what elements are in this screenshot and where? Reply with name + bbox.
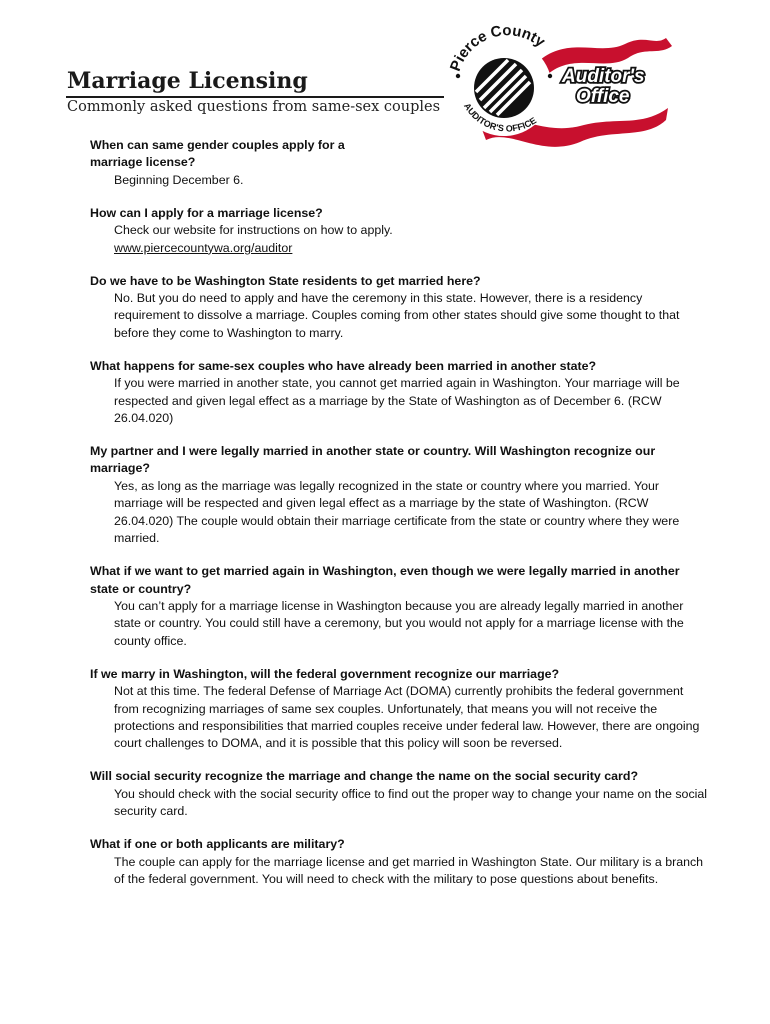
faq-question: Do we have to be Washington State residents to get married here? — [90, 273, 481, 288]
faq-list — [90, 137, 710, 904]
faq-item — [90, 273, 710, 343]
faq-answer-link-line — [114, 240, 710, 257]
faq-answer: Yes, as long as the marriage was legally recognized in the state or country where you married. Your marriage will be respected and given legal effect as a marriage by the state of Washington. (RCW 26.04.020) The couple would obtain their marriage certificate from the state or country where they were married. — [114, 478, 680, 546]
faq-item — [90, 666, 710, 753]
auditor-website-link[interactable]: www.piercecountywa.org/auditor — [114, 240, 293, 255]
faq-answer: If you were married in another state, you cannot get married again in Washington. Your marriage will be respected and given legal effect as a marriage by the State of Washington as of December 6. (RCW 26.04.020) — [114, 376, 680, 426]
logo-text-line1: Auditor's — [562, 66, 645, 87]
faq-item — [90, 768, 710, 820]
faq-question: What if one or both applicants are military? — [90, 837, 345, 852]
faq-answer: Check our website for instructions on how to apply. — [114, 223, 393, 238]
faq-answer: You can’t apply for a marriage license in Washington because you are already legally married in another state or country. You could still have a ceremony, but you would not apply for a marriage license with the county office. — [114, 598, 684, 648]
faq-question: What if we want to get married again in Washington, even though we were legally married in another state or country? — [90, 564, 680, 596]
faq-question: When can same gender couples apply for a marriage license? — [90, 138, 345, 170]
page-title: Marriage Licensing — [67, 68, 308, 94]
faq-answer: The couple can apply for the marriage license and get married in Washington State. Our military is a branch of the federal government. You will need to check with the military to pose questions about benefits. — [114, 854, 704, 886]
faq-question: What happens for same-sex couples who have already been married in another state? — [90, 358, 597, 373]
faq-item — [90, 205, 710, 257]
auditors-office-logo — [440, 16, 680, 156]
logo-ring-text: Pierce County — [446, 22, 549, 74]
logo-ring-text-bottom: AUDITOR'S OFFICE — [461, 101, 539, 134]
faq-question: Will social security recognize the marriage and change the name on the social security card? — [90, 769, 639, 784]
page-subtitle: Commonly asked questions from same-sex couples — [67, 99, 441, 115]
faq-answer: Beginning December 6. — [114, 172, 244, 187]
faq-question: My partner and I were legally married in another state or country. Will Washington recognize our marriage? — [90, 444, 656, 476]
faq-item — [90, 563, 710, 650]
faq-item — [90, 137, 710, 189]
faq-answer: No. But you do need to apply and have the ceremony in this state. However, there is a residency requirement to dissolve a marriage. Couples coming from other states should give some thought to that before they come to Washington to marry. — [114, 291, 680, 340]
logo-text-line2: Office — [576, 86, 630, 107]
faq-item — [90, 836, 710, 888]
faq-answer: You should check with the social security office to find out the proper way to change your name on the social security card. — [114, 786, 708, 819]
faq-answer: Not at this time. The federal Defense of Marriage Act (DOMA) currently prohibits the federal government from recognizing marriages of same sex couples. Unfortunately, that means you will not receive the protections and responsibilities that married couples receive under federal law. However, there are ongoing court challenges to DOMA, and it is possible that this policy will soon be reversed. — [114, 684, 700, 751]
faq-question: If we marry in Washington, will the federal government recognize our marriage? — [90, 666, 560, 681]
faq-item — [90, 443, 710, 547]
faq-item — [90, 358, 710, 428]
faq-question: How can I apply for a marriage license? — [90, 205, 323, 220]
